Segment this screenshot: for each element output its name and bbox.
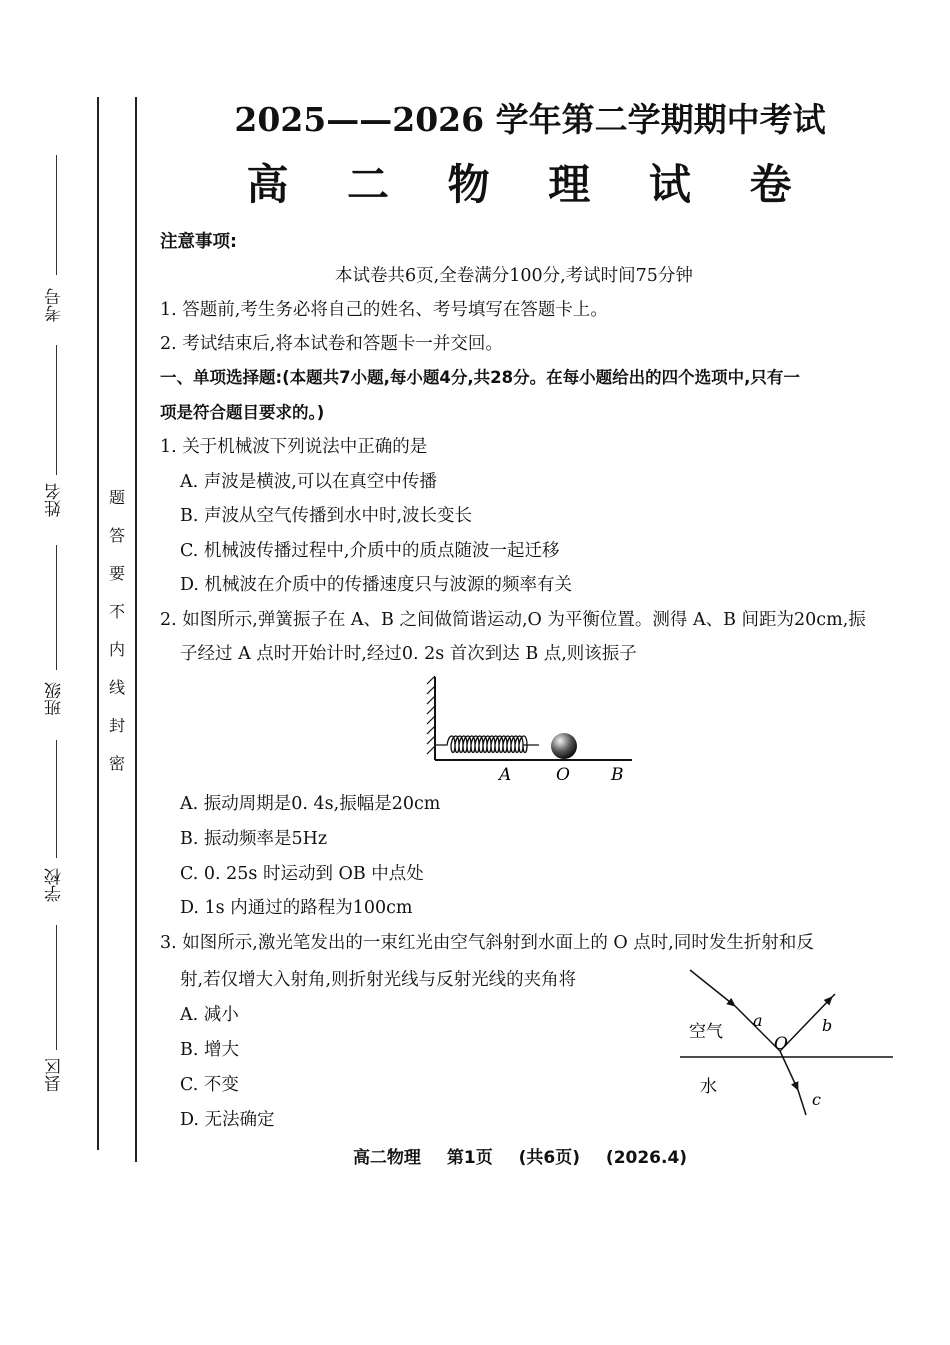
notes-item: 2. 考试结束后,将本试卷和答题卡一并交回。 — [160, 334, 503, 354]
refraction-figure — [680, 962, 900, 1127]
school-blank — [56, 740, 57, 858]
seal-char: 不 — [108, 602, 125, 621]
seal-char: 内 — [108, 640, 125, 659]
class-blank — [56, 545, 57, 670]
exam-number-blank — [56, 155, 57, 275]
seal-char: 密 — [108, 754, 125, 773]
point-o-label: O — [556, 765, 570, 785]
binding-line-outer — [97, 97, 99, 1150]
section-heading-cont: 项是符合题目要求的。) — [160, 403, 325, 422]
water-label: 水 — [700, 1077, 717, 1097]
footer-subject: 高二物理 — [352, 1148, 421, 1168]
reflected-ray-tail — [832, 994, 835, 997]
incident-ray — [690, 970, 735, 1006]
binding-line-inner — [135, 97, 137, 1162]
question-2-option-d: D. 1s 内通过的路程为100cm — [180, 898, 413, 918]
footer-total: (共6页) — [518, 1148, 580, 1168]
name-blank — [56, 345, 57, 475]
district-label: 县区 — [45, 1058, 65, 1092]
question-3-option-c: C. 不变 — [180, 1075, 239, 1095]
question-1-stem: 1. 关于机械波下列说法中正确的是 — [160, 437, 428, 457]
ball-icon — [551, 733, 577, 759]
footer-page: 第1页 — [446, 1148, 493, 1168]
footer-date: (2026.4) — [605, 1148, 688, 1168]
question-3-option-a: A. 减小 — [180, 1005, 239, 1025]
question-3-option-d: D. 无法确定 — [180, 1110, 275, 1130]
seal-char: 题 — [108, 488, 125, 507]
point-a-label: A — [499, 765, 512, 785]
spring-icon — [435, 736, 539, 753]
ray-a-label: a — [753, 1011, 763, 1030]
air-label: 空气 — [689, 1022, 723, 1042]
seal-char: 线 — [108, 678, 125, 697]
question-2-option-a: A. 振动周期是0. 4s,振幅是20cm — [180, 794, 441, 814]
question-3-option-b: B. 增大 — [180, 1040, 239, 1060]
school-label: 学校 — [45, 868, 65, 902]
notes-heading: 注意事项: — [160, 232, 237, 252]
seal-char: 封 — [108, 716, 125, 735]
seal-char: 要 — [108, 564, 125, 583]
page-footer — [160, 1143, 880, 1168]
question-1-option-a: A. 声波是横波,可以在真空中传播 — [180, 472, 437, 492]
question-1-option-d: D. 机械波在介质中的传播速度只与波源的频率有关 — [180, 575, 573, 595]
question-2-option-c: C. 0. 25s 时运动到 OB 中点处 — [180, 864, 424, 884]
exam-number-label: 考号 — [45, 288, 65, 322]
ray-b-label: b — [822, 1016, 833, 1035]
notes-item: 1. 答题前,考生务必将自己的姓名、考号填写在答题卡上。 — [160, 300, 608, 320]
spring-oscillator-figure — [425, 672, 640, 787]
question-2-stem-cont: 子经过 A 点时开始计时,经过0. 2s 首次到达 B 点,则该振子 — [180, 644, 637, 664]
notes-summary: 本试卷共6页,全卷满分100分,考试时间75分钟 — [335, 266, 693, 286]
seal-char: 答 — [108, 526, 125, 545]
name-label: 姓名 — [45, 483, 65, 517]
section-heading: 一、单项选择题:(本题共7小题,每小题4分,共28分。在每小题给出的四个选项中,只有一 — [160, 368, 800, 387]
paper-title: 高 二 物 理 试 卷 — [246, 160, 814, 209]
point-o-label: O — [774, 1034, 788, 1054]
question-3-stem: 3. 如图所示,激光笔发出的一束红光由空气斜射到水面上的 O 点时,同时发生折射和反 — [160, 933, 814, 953]
class-label: 班级 — [45, 682, 65, 716]
question-1-option-c: C. 机械波传播过程中,介质中的质点随波一起迁移 — [180, 541, 560, 561]
exam-title: 2025——2026 学年第二学期期中考试 — [234, 100, 826, 139]
question-3-stem-cont: 射,若仅增大入射角,则折射光线与反射光线的夹角将 — [180, 970, 577, 990]
ray-c-label: c — [812, 1090, 821, 1109]
question-1-option-b: B. 声波从空气传播到水中时,波长变长 — [180, 506, 473, 526]
district-blank — [56, 925, 57, 1050]
point-b-label: B — [611, 765, 624, 785]
wall-icon — [427, 676, 435, 760]
question-2-option-b: B. 振动频率是5Hz — [180, 829, 328, 849]
question-2-stem: 2. 如图所示,弹簧振子在 A、B 之间做简谐运动,O 为平衡位置。测得 A、B 间距为20cm,振 — [160, 610, 866, 630]
refracted-ray-tail — [798, 1090, 806, 1115]
